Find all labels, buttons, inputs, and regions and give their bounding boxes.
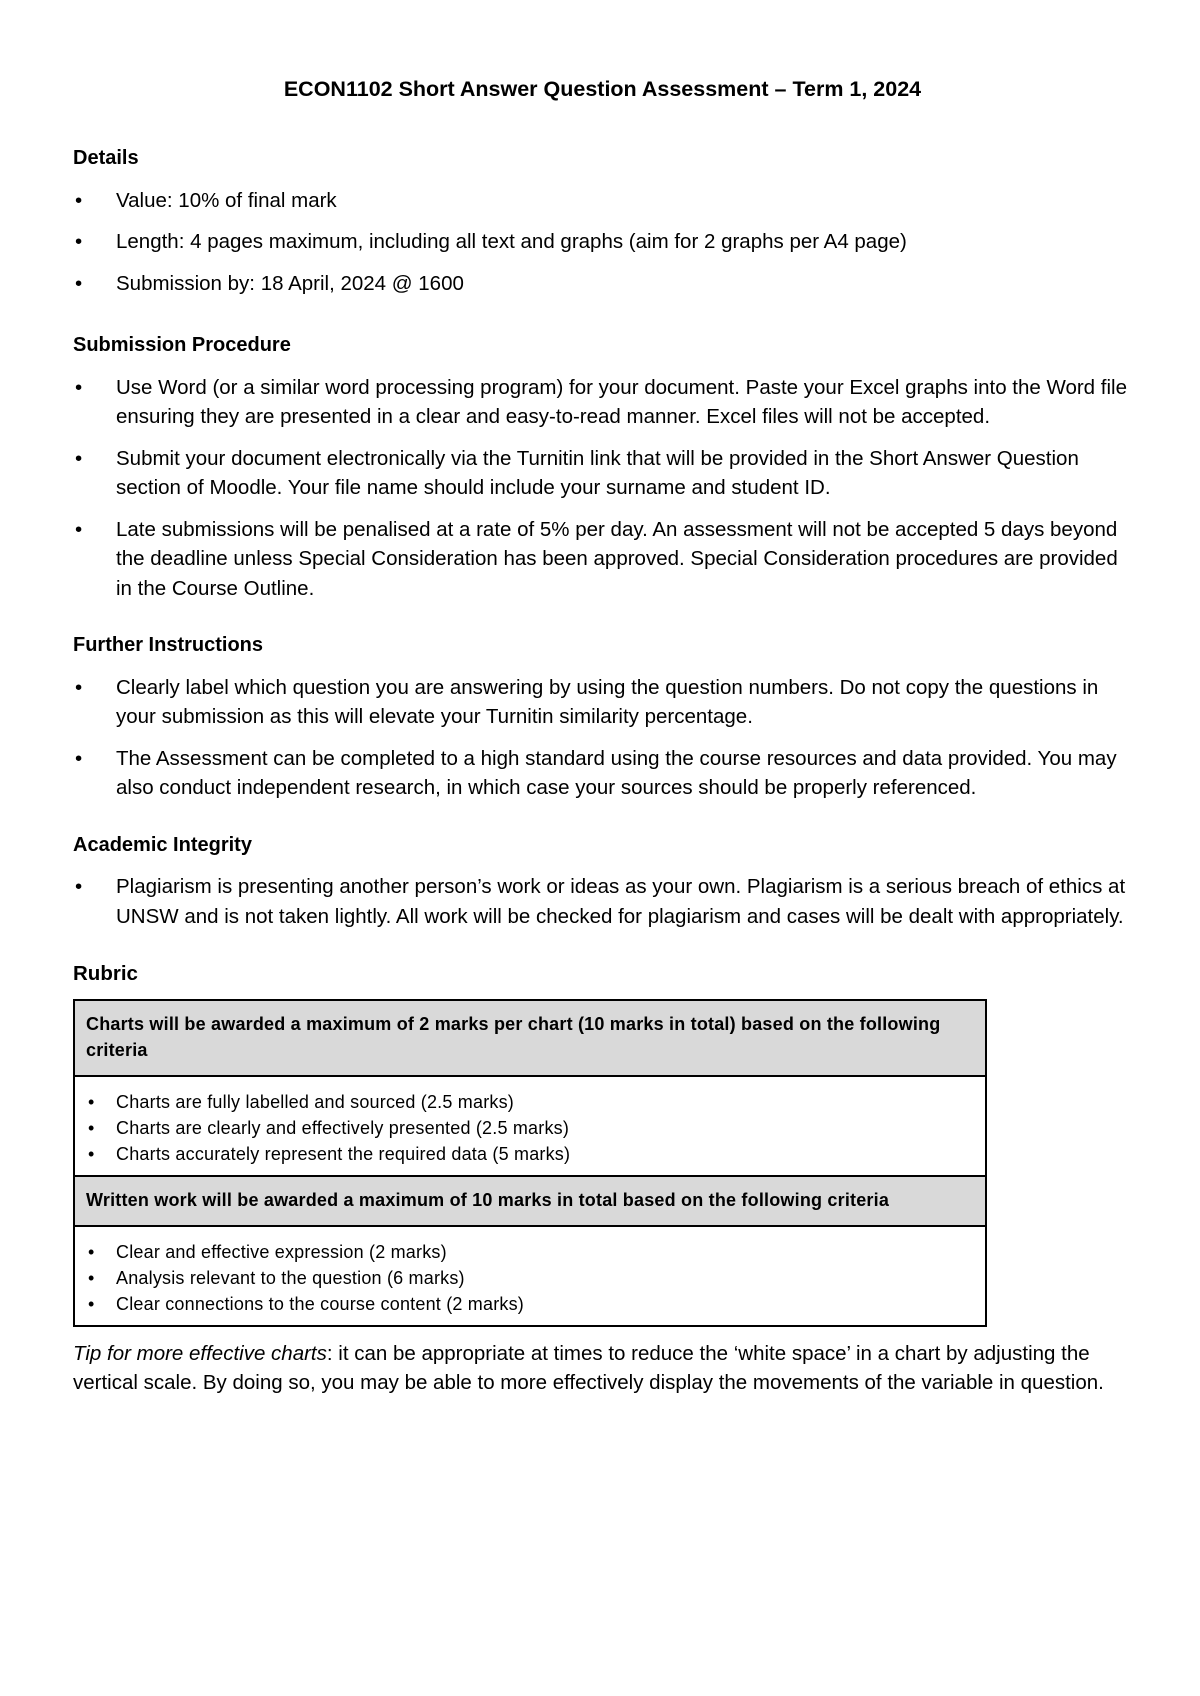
further-item-label: • Clearly label which question you are answering by using the question numbers. Do not copy the questions in your submission as this will elevate your Turnitin similarity percentage. — [73, 673, 1132, 732]
rubric-charts-header: Charts will be awarded a maximum of 2 marks per chart (10 marks in total) based on the following criteria — [74, 1000, 986, 1076]
rubric-heading: Rubric — [73, 962, 138, 985]
further-instructions-heading: Further Instructions — [73, 634, 264, 656]
rubric-written-item: • Analysis relevant to the question (6 marks) — [86, 1265, 974, 1291]
document-title: ECON1102 Short Answer Question Assessment – Term 1, 2024 — [283, 77, 922, 101]
tip-text: : it can be appropriate at times to reduce the ‘white space’ in a chart by adjusting the vertical scale. By doing so, you may be able to more effectively display the movements of the variable in question. — [73, 1341, 1104, 1394]
details-item-value: • Value: 10% of final mark — [73, 186, 1132, 216]
rubric-written-list — [86, 1239, 974, 1317]
academic-integrity-heading: Academic Integrity — [73, 833, 252, 856]
rubric-charts-item: • Charts are fully labelled and sourced (2.5 marks) — [86, 1089, 974, 1115]
rubric-charts-criteria-cell — [74, 1076, 986, 1176]
details-heading: Details — [73, 147, 139, 169]
rubric-charts-list — [86, 1089, 974, 1167]
details-section — [73, 144, 1132, 298]
submission-procedure-section — [73, 331, 1132, 603]
rubric-row-charts-criteria — [74, 1076, 986, 1176]
rubric-written-item: • Clear connections to the course content (2 marks) — [86, 1291, 974, 1317]
rubric-row-written-criteria — [74, 1226, 986, 1326]
submission-item-turnitin: • Submit your document electronically via the Turnitin link that will be provided in the Short Answer Question section of Moodle. Your file name should include your surname and student ID. — [73, 444, 1132, 503]
rubric-charts-item: • Charts are clearly and effectively presented (2.5 marks) — [86, 1115, 974, 1141]
academic-integrity-list — [73, 872, 1132, 931]
rubric-written-header: Written work will be awarded a maximum of 10 marks in total based on the following criteria — [74, 1176, 986, 1226]
details-item-length: • Length: 4 pages maximum, including all text and graphs (aim for 2 graphs per A4 page) — [73, 227, 1132, 257]
rubric-table — [73, 999, 987, 1327]
rubric-written-criteria-cell — [74, 1226, 986, 1326]
further-instructions-section — [73, 631, 1132, 803]
submission-procedure-list — [73, 373, 1132, 604]
submission-procedure-heading: Submission Procedure — [73, 334, 291, 356]
rubric-section — [73, 959, 1132, 1327]
rubric-row-written-header — [74, 1176, 986, 1226]
submission-item-late: • Late submissions will be penalised at a rate of 5% per day. An assessment will not be accepted 5 days beyond the deadline unless Special Consideration has been approved. Special Consideration procedures are provided in the Course Outline. — [73, 515, 1132, 604]
chart-tip — [73, 1339, 1132, 1397]
rubric-row-charts-header — [74, 1000, 986, 1076]
details-list — [73, 186, 1132, 299]
submission-item-word: • Use Word (or a similar word processing program) for your document. Paste your Excel graphs into the Word file ensuring they are presented in a clear and easy-to-read manner. Excel files will not be accepted. — [73, 373, 1132, 432]
tip-label: Tip for more effective charts — [73, 1341, 327, 1365]
integrity-item-plagiarism: • Plagiarism is presenting another person’s work or ideas as your own. Plagiarism is a serious breach of ethics at UNSW and is not taken lightly. All work will be checked for plagiarism and cases will be dealt with appropriately. — [73, 872, 1132, 931]
rubric-charts-item: • Charts accurately represent the required data (5 marks) — [86, 1141, 974, 1167]
academic-integrity-section — [73, 831, 1132, 932]
further-instructions-list — [73, 673, 1132, 803]
details-item-submission: • Submission by: 18 April, 2024 @ 1600 — [73, 269, 1132, 299]
further-item-research: • The Assessment can be completed to a high standard using the course resources and data provided. You may also conduct independent research, in which case your sources should be properly referenced. — [73, 744, 1132, 803]
rubric-written-item: • Clear and effective expression (2 marks) — [86, 1239, 974, 1265]
